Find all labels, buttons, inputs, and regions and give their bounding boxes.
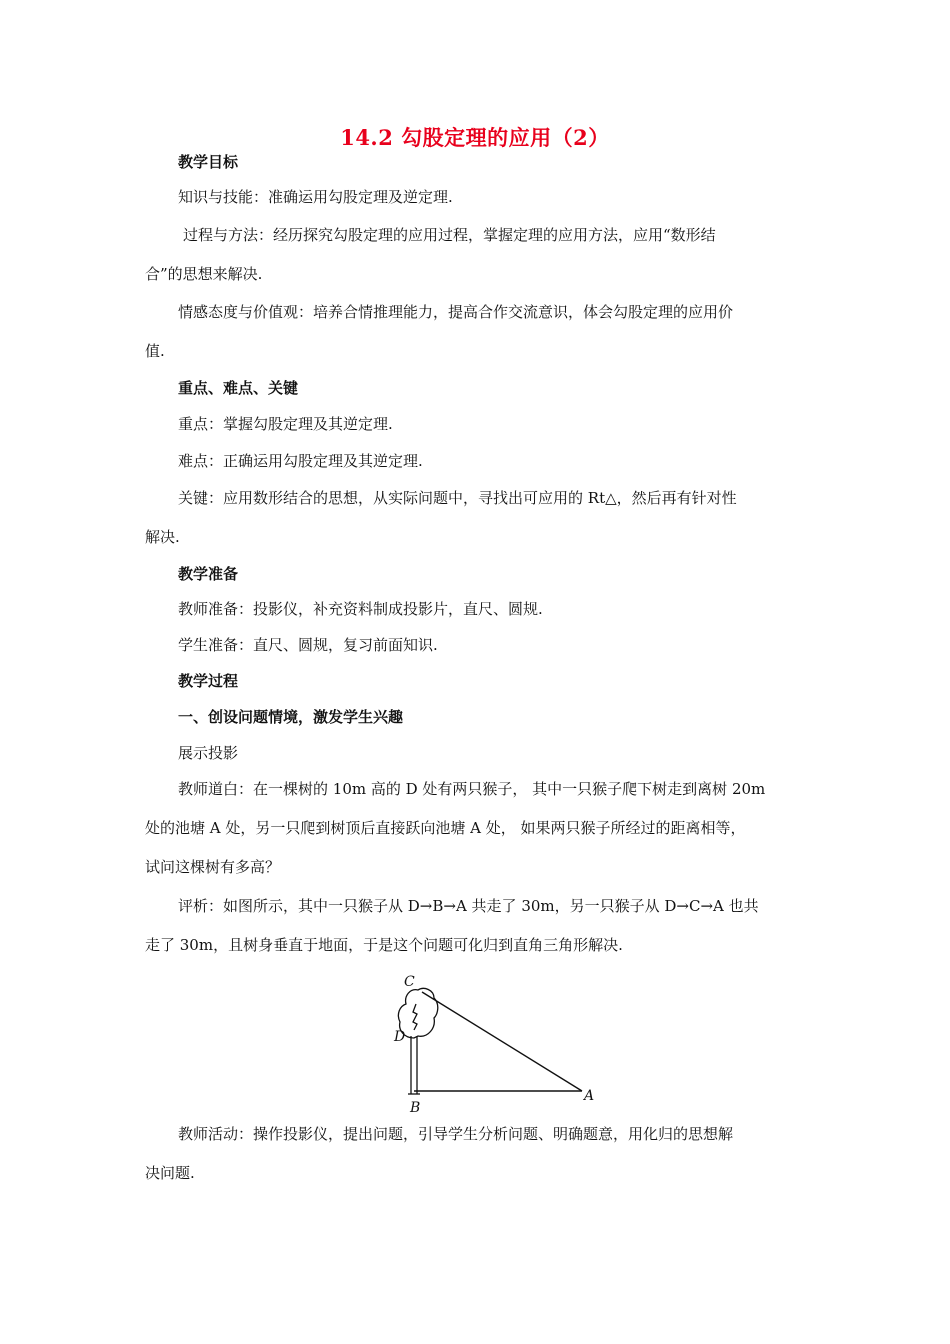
teacher-activity-text: 教师活动：操作投影仪，提出问题，引导学生分析问题、明确题意，用化归的思想解 — [178, 1125, 734, 1143]
goal-knowledge-text: 知识与技能：准确运用勾股定理及逆定理. — [178, 188, 453, 206]
goal-emotion-text-cont: 值. — [145, 342, 165, 360]
label-d: D — [394, 1029, 406, 1045]
process-heading: 教学过程 — [178, 672, 239, 690]
key-point-text: 重点：掌握勾股定理及其逆定理. — [178, 415, 393, 433]
tree-triangle-figure — [378, 968, 608, 1116]
teacher-activity-text-cont: 决问题. — [145, 1164, 195, 1182]
analysis-text: 评析：如图所示，其中一只猴子从 D→B→A 共走了 30m，另一只猴子从 D→C→A 也共 — [178, 897, 759, 915]
key-points-heading: 重点、难点、关键 — [178, 379, 299, 397]
goal-process-text-cont: 合”的思想来解决. — [145, 265, 263, 283]
crux-text-cont: 解决. — [145, 528, 180, 546]
teacher-speech-text: 教师道白：在一棵树的 10m 高的 D 处有两只猴子， 其中一只猴子爬下树走到离树 20m — [178, 780, 766, 798]
difficult-point-text: 难点：正确运用勾股定理及其逆定理. — [178, 452, 423, 470]
label-c: C — [404, 974, 415, 990]
goal-process-text: 过程与方法：经历探究勾股定理的应用过程，掌握定理的应用方法，应用“数形结 — [183, 226, 716, 244]
goals-heading: 教学目标 — [178, 153, 239, 171]
analysis-text-cont: 走了 30m，且树身垂直于地面，于是这个问题可化归到直角三角形解决. — [145, 936, 623, 954]
page-title: 14.2 勾股定理的应用（2） — [340, 125, 610, 150]
part1-heading: 一、创设问题情境，激发学生兴趣 — [178, 708, 404, 726]
preparation-heading: 教学准备 — [178, 565, 239, 583]
teacher-speech-text-cont: 处的池塘 A 处，另一只爬到树顶后直接跃向池塘 A 处， 如果两只猴子所经过的距离相等， — [145, 819, 746, 837]
goal-emotion-text: 情感态度与价值观：培养合情推理能力，提高合作交流意识，体会勾股定理的应用价 — [178, 303, 734, 321]
crux-text: 关键：应用数形结合的思想，从实际问题中，寻找出可应用的 Rt△，然后再有针对性 — [178, 489, 737, 507]
student-prep-text: 学生准备：直尺、圆规，复习前面知识. — [178, 636, 438, 654]
teacher-speech-text-end: 试问这棵树有多高？ — [145, 858, 281, 876]
label-b: B — [410, 1100, 421, 1116]
show-projection-text: 展示投影 — [178, 744, 239, 762]
hypotenuse-line — [422, 992, 582, 1091]
teacher-prep-text: 教师准备：投影仪，补充资料制成投影片，直尺、圆规. — [178, 600, 543, 618]
label-a: A — [584, 1088, 595, 1104]
